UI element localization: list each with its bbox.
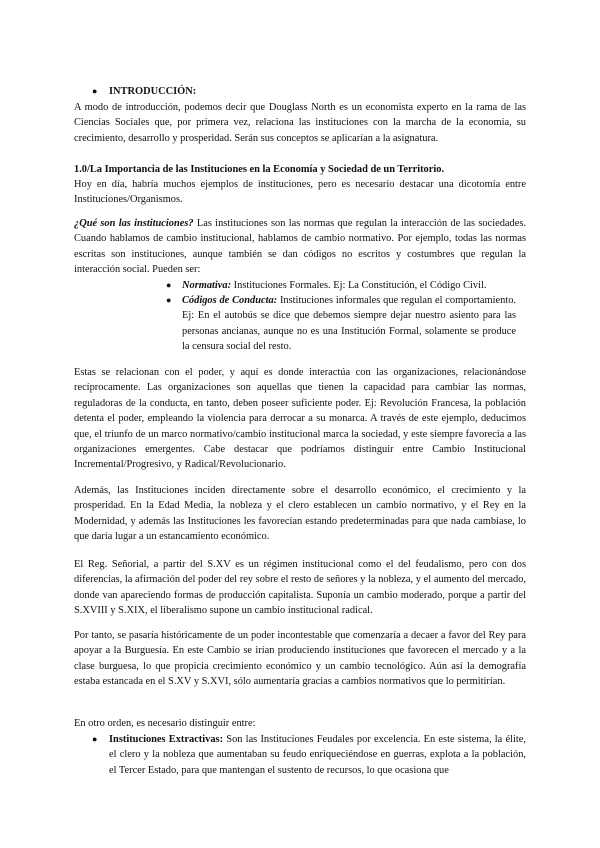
- intro-paragraph: A modo de introducción, podemos decir que Douglass North es un economista experto en la rama de las Ciencias Sociales que, por primera vez, relaciona las instituciones con la marcha de la economía, su crecimiento, desarrollo y prosperidad. Serán sus conceptos se aplicarían a la asignatura.: [74, 102, 526, 144]
- list-item-text: Instituciones informales que regulan el comportamiento. Ej: En el autobús se dice que debemos siempre dejar nuestro asiento para las personas ancianas, aunque no es una Institución Formal, solamente se produce la censura social del resto.: [182, 295, 516, 353]
- section-paragraph: Hoy en día, habría muchos ejemplos de instituciones, pero es necesario destacar una dicotomía entre Instituciones/Organismos.: [74, 179, 526, 206]
- definition-question: ¿Qué son las instituciones?: [74, 218, 194, 229]
- bullet-icon: ●: [92, 734, 98, 744]
- other-intro: En otro orden, es necesario distinguir entre:: [74, 718, 256, 729]
- list-item-text: Son las Instituciones Feudales por excelencia. En este sistema, la élite, el clero y la nobleza que aumentaban su feudo enriqueciéndose en guerras, explota a la población, el Tercer Estado, para que mantengan el sustento de recursos, lo que ocasiona que: [109, 734, 526, 776]
- body-paragraph: Además, las Instituciones inciden directamente sobre el desarrollo económico, el crecimiento y la prosperidad. En la Edad Media, la nobleza y el clero establecen un cambio normativo, y el Rey en la Modernidad, y además las Instituciones les favorecían estando predeterminadas para que nada cambiase, lo que daría lugar a un estancamiento económico.: [74, 485, 526, 543]
- bullet-icon: ●: [166, 295, 172, 305]
- list-item: [182, 293, 516, 355]
- section-title: [74, 162, 526, 177]
- list-item: [109, 732, 526, 778]
- section-title-text: 1.0/La Importancia de las Instituciones en la Economía y Sociedad de un Territorio.: [74, 164, 445, 175]
- intro-heading: [109, 84, 529, 99]
- intro-heading-text: INTRODUCCIÓN:: [109, 86, 197, 97]
- definition-text: Las instituciones son las normas que regulan la interacción de las sociedades. Cuando hablamos de cambio institucional, hablamos de cambio normativo. Por ejemplo, todas las normas escritas son instituciones, aunque también se dan códigos no escritos y costumbres que regulan la interacción social. Pueden ser:: [74, 218, 526, 276]
- list-item-term: Normativa:: [182, 280, 232, 291]
- body-paragraph: El Reg. Señorial, a partir del S.XV es un régimen institucional como el del feudalismo, pero con dos diferencias, la afirmación del poder del rey sobre el resto de señores y la nobleza, y el aumento del mercado, donde van apareciendo formas de producción capitalista. Suponía un cambio moderado, porque a partir del S.XVIII y S.XIX, el liberalismo supone un cambio institucional radical.: [74, 559, 526, 617]
- body-paragraph: Por tanto, se pasaría históricamente de un poder incontestable que comenzaría a decaer a favor del Rey para apoyar a la Burguesía. En este Cambio se irían produciendo instituciones que favorecen el mercado y a la clase burguesa, lo que propicia crecimiento económico y un cambio tecnológico. Aún así la demografía estaba estancada en el S.XV y S.XVI, sólo aumentaría gracias a cambios normativos que lo permitirían.: [74, 630, 526, 688]
- definition-paragraph: [74, 216, 526, 278]
- list-item-term: Códigos de Conducta:: [182, 295, 278, 306]
- body-paragraph: Estas se relacionan con el poder, y aquí es donde interactúa con las organizaciones, relacionándose recíprocamente. Las organizaciones son aquellas que tienen la capacidad para cambiar las normas, reguladoras de la conducta, en tanto, deben poseer suficiente poder. Ej: Revolución Francesa, la población detenta el poder, empleando la violencia para derrocar a su monarca. A través de este ejemplo, deducimos que, el triunfo de un marco normativo/cambio institucional marca la sociedad, y este siempre favorecía a las organizaciones emergentes. Cabe destacar que podríamos distinguir entre Cambio Institucional Incremental/Progresivo, y Radical/Revolucionario.: [74, 367, 526, 471]
- list-item-term: Instituciones Extractivas:: [109, 734, 224, 745]
- list-item: [182, 278, 516, 293]
- bullet-icon: ●: [92, 86, 98, 96]
- list-item-text: Instituciones Formales. Ej: La Constitución, el Código Civil.: [231, 280, 487, 291]
- bullet-icon: ●: [166, 280, 172, 290]
